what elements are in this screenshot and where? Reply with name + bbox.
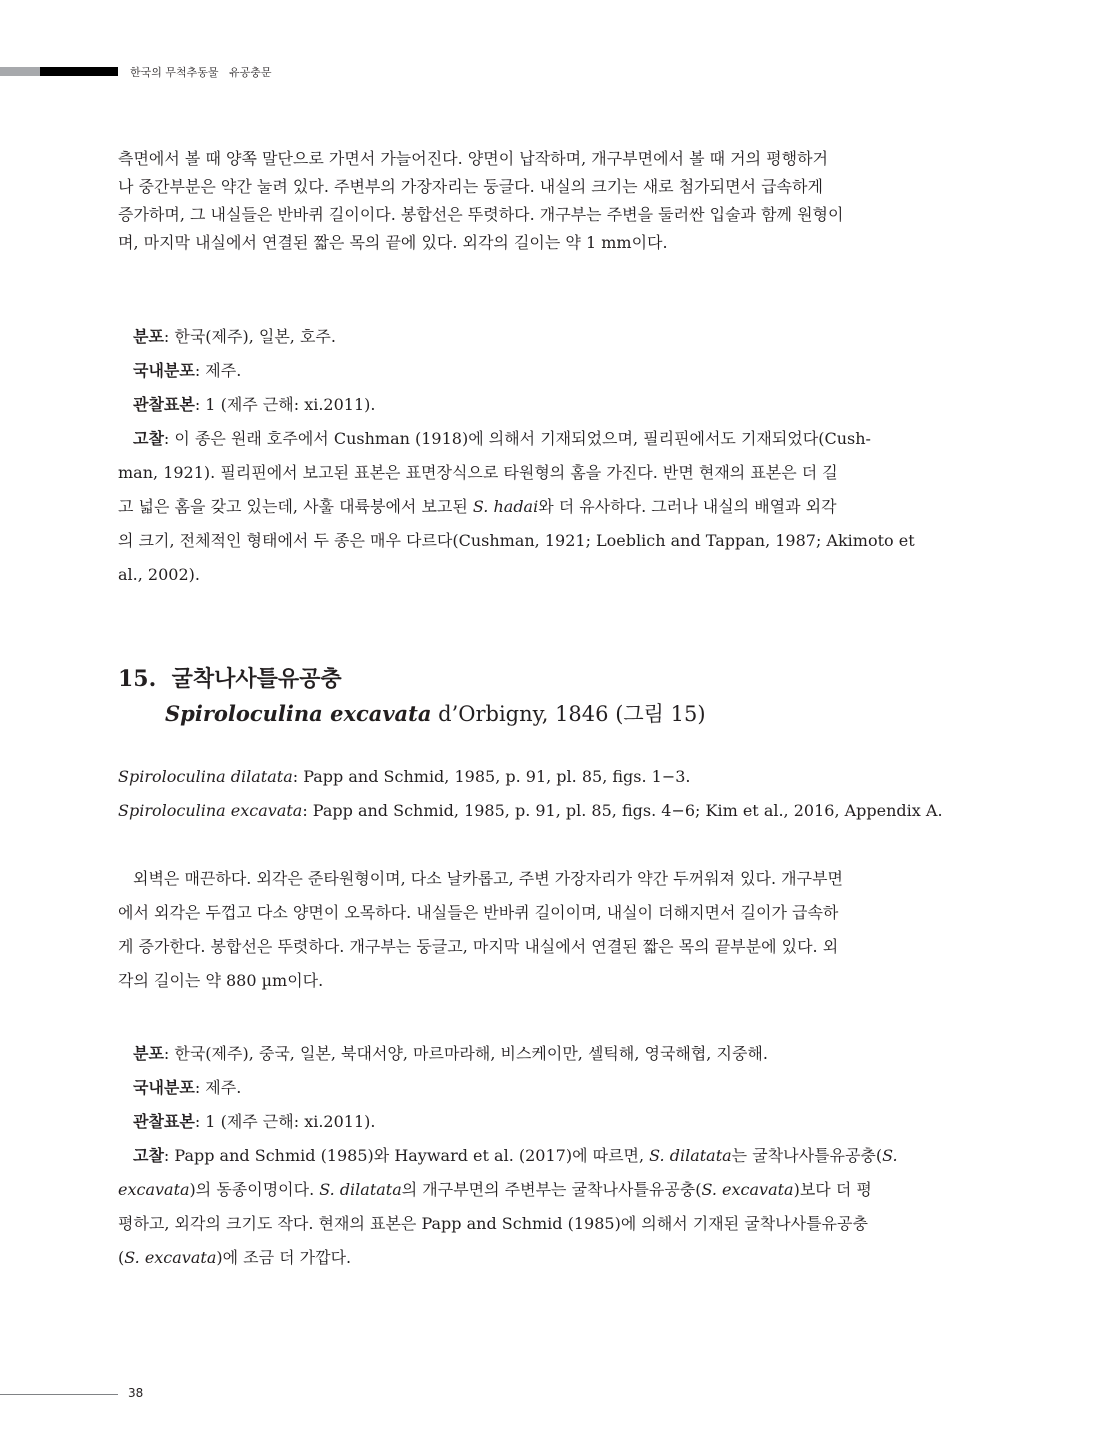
domestic-distribution-line xyxy=(133,1074,241,1102)
species-name: S. excavata xyxy=(124,1248,217,1267)
remarks-text: : Papp and Schmid (1985)와 Hayward et al. (2017)에 따르면, xyxy=(163,1146,650,1165)
remarks-text: 는 굴착나사틀유공충( xyxy=(731,1146,883,1165)
remarks-text: 와 더 유사하다. 그러나 내실의 배열과 외각 xyxy=(538,497,837,516)
specimen-line xyxy=(133,391,375,419)
paragraph-description-1 xyxy=(118,145,964,257)
remarks-text: : 이 종은 원래 호주에서 Cushman (1918)에 의해서 기재되었으며, 필리핀에서도 기재되었다(Cush- xyxy=(163,429,871,448)
species-name: S. hadai xyxy=(472,497,539,516)
text-line: 각의 길이는 약 880 µm이다. xyxy=(118,971,324,990)
synonym-line xyxy=(118,767,691,786)
domestic-distribution-label: 국내분포 xyxy=(133,1078,195,1097)
paragraph-description-2 xyxy=(118,865,964,995)
text-line xyxy=(118,425,964,453)
text-line: 에서 외각은 두껍고 다소 양면이 오목하다. 내실들은 반바퀴 길이이며, 내실이 더해지면서 길이가 급속하 xyxy=(118,903,839,922)
distribution-label: 분포 xyxy=(133,1044,164,1063)
remarks-text: )보다 더 평 xyxy=(793,1180,872,1199)
header-bar-black xyxy=(40,67,118,76)
distribution-text: : 한국(제주), 일본, 호주. xyxy=(163,327,336,346)
text-line: 며, 마지막 내실에서 연결된 짧은 목의 끝에 있다. 외각의 길이는 약 1 mm이다. xyxy=(118,233,668,252)
text-line: 나 중간부분은 약간 눌려 있다. 주변부의 가장자리는 둥글다. 내실의 크기는 새로 첨가되면서 급속하게 xyxy=(118,177,823,196)
species-scientific-heading xyxy=(165,698,706,728)
text-line: 게 증가한다. 봉합선은 뚜렷하다. 개구부는 둥글고, 마지막 내실에서 연결된 짧은 목의 끝부분에 있다. 외 xyxy=(118,937,839,956)
remarks-label: 고찰 xyxy=(133,1146,164,1165)
synonym-name: Spiroloculina excavata xyxy=(118,801,303,820)
remarks-paragraph-2 xyxy=(118,1142,964,1272)
species-name: S. excavata xyxy=(701,1180,794,1199)
species-name: S. xyxy=(882,1146,898,1165)
text-line xyxy=(118,1142,964,1170)
text-line: 의 크기, 전체적인 형태에서 두 종은 매우 다르다(Cushman, 1921; Loeblich and Tappan, 1987; Akimoto et xyxy=(118,531,915,550)
text-line xyxy=(118,1176,964,1204)
text-line: 평하고, 외각의 크기도 작다. 현재의 표본은 Papp and Schmid (1985)에 의해서 기재된 굴착나사틀유공충 xyxy=(118,1214,868,1233)
page-number: 38 xyxy=(128,1386,144,1400)
running-header: 한국의 무척추동물 유공충문 xyxy=(130,66,272,79)
text-line: 증가하며, 그 내실들은 반바퀴 길이이다. 봉합선은 뚜렷하다. 개구부는 주변을 둘러싼 입술과 함께 원형이 xyxy=(118,205,844,224)
specimen-label: 관찰표본 xyxy=(133,1112,195,1131)
specimen-line xyxy=(133,1108,375,1136)
species-number: 15. xyxy=(118,666,157,692)
text-line: man, 1921). 필리핀에서 보고된 표본은 표면장식으로 타원형의 홈을 가진다. 반면 현재의 표본은 더 길 xyxy=(118,463,838,482)
remarks-text: 의 개구부면의 주변부는 굴착나사틀유공충( xyxy=(401,1180,702,1199)
domestic-distribution-text: : 제주. xyxy=(194,361,242,380)
remarks-text: 고 넓은 홈을 갖고 있는데, 사훌 대륙붕에서 보고된 xyxy=(118,497,473,516)
remarks-text: ( xyxy=(118,1248,125,1267)
footer-rule xyxy=(0,1394,118,1395)
synonym-line xyxy=(118,801,943,820)
header-bar-gray xyxy=(0,67,40,76)
synonym-reference: : Papp and Schmid, 1985, p. 91, pl. 85, figs. 1−3. xyxy=(292,767,691,786)
species-name: S. dilatata xyxy=(649,1146,732,1165)
remarks-text: )에 조금 더 가깝다. xyxy=(216,1248,352,1267)
domestic-distribution-line xyxy=(133,357,241,385)
species-korean-name: 굴착나사틀유공충 xyxy=(171,666,342,692)
distribution-line xyxy=(133,323,336,351)
text-line xyxy=(118,493,964,521)
specimen-text: : 1 (제주 근해: xi.2011). xyxy=(194,395,376,414)
species-name: excavata xyxy=(118,1180,190,1199)
specimen-text: : 1 (제주 근해: xi.2011). xyxy=(194,1112,376,1131)
species-scientific-name: Spiroloculina excavata xyxy=(165,701,432,726)
species-author: d’Orbigny, 1846 (그림 15) xyxy=(431,702,706,726)
species-name: S. dilatata xyxy=(319,1180,402,1199)
domestic-distribution-text: : 제주. xyxy=(194,1078,242,1097)
remarks-text: )의 동종이명이다. xyxy=(189,1180,320,1199)
distribution-line xyxy=(133,1040,768,1068)
synonym-name: Spiroloculina dilatata xyxy=(118,767,293,786)
text-line: 외벽은 매끈하다. 외각은 준타원형이며, 다소 날카롭고, 주변 가장자리가 약간 두꺼워져 있다. 개구부면 xyxy=(133,869,843,888)
domestic-distribution-label: 국내분포 xyxy=(133,361,195,380)
text-line: 측면에서 볼 때 양쪽 말단으로 가면서 가늘어진다. 양면이 납작하며, 개구부면에서 볼 때 거의 평행하거 xyxy=(118,149,828,168)
synonym-reference: : Papp and Schmid, 1985, p. 91, pl. 85, figs. 4−6; Kim et al., 2016, Appendix A. xyxy=(302,801,943,820)
remarks-label: 고찰 xyxy=(133,429,164,448)
specimen-label: 관찰표본 xyxy=(133,395,195,414)
text-line xyxy=(118,1244,964,1272)
distribution-text: : 한국(제주), 중국, 일본, 북대서양, 마르마라해, 비스케이만, 셀틱해, 영국해협, 지중해. xyxy=(163,1044,768,1063)
remarks-paragraph-1 xyxy=(118,425,964,589)
species-heading xyxy=(118,662,342,693)
text-line: al., 2002). xyxy=(118,565,200,584)
distribution-label: 분포 xyxy=(133,327,164,346)
